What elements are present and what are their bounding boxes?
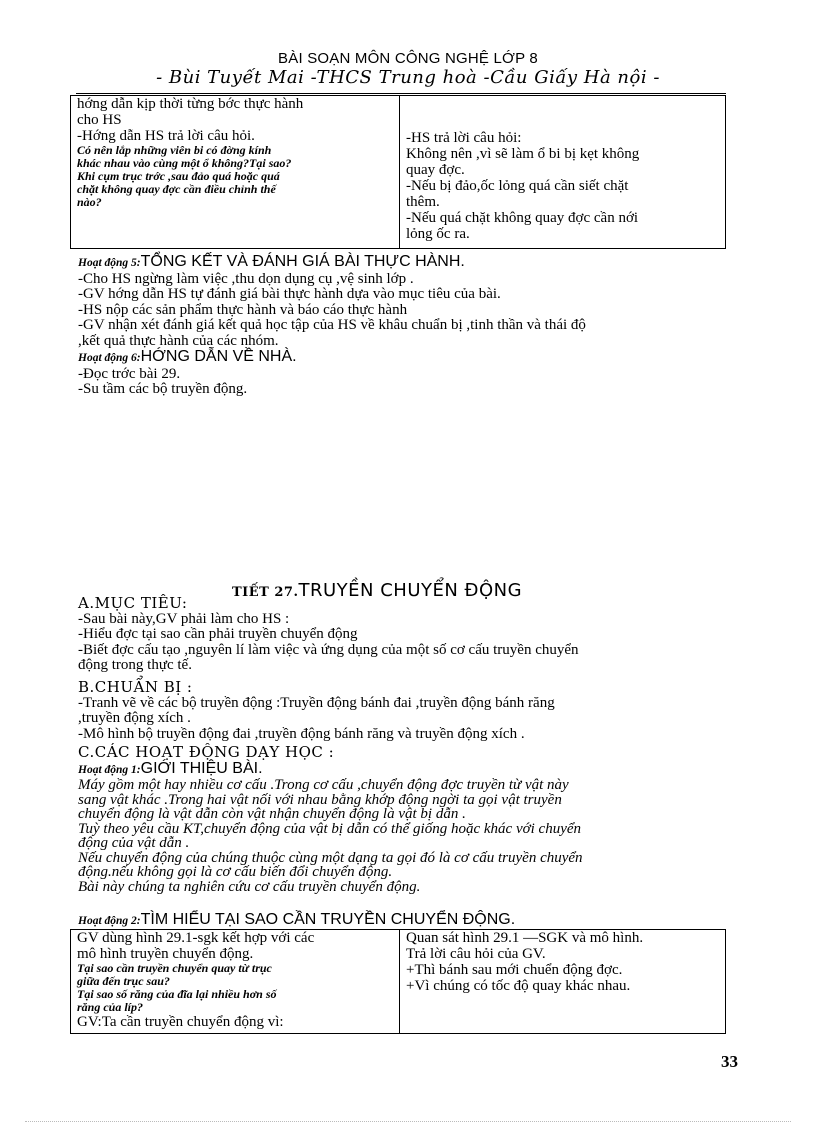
section-b-heading: B.CHUẨN BỊ : <box>78 678 193 696</box>
activity-table-2 <box>70 929 726 1034</box>
activity-2-label: Hoạt động 2: <box>78 915 141 927</box>
activity-2-heading <box>78 912 728 930</box>
section-b-line: -Tranh vẽ về các bộ truyền động :Truyền động bánh đai ,truyền động bánh răng <box>78 694 555 711</box>
table2-left-question: Tại sao cần truyền chuyển quay từ trục <box>77 961 272 975</box>
table1-left-line: hớng dẫn kịp thời từng bớc thực hành <box>77 96 304 112</box>
section-a-line: động trong thực tế. <box>78 657 192 673</box>
activity-5-line: -Cho HS ngừng làm việc ,thu dọn dụng cụ ,vệ sinh lớp . <box>78 270 414 287</box>
activity-1-heading <box>78 761 728 779</box>
activity-6-line: -Su tầm các bộ truyền động. <box>78 381 248 397</box>
table1-right-cell <box>400 96 726 249</box>
activity-1-line: sang vật khác .Trong hai vật nối với nhau bằng khớp động ngời ta gọi vật truyền <box>78 791 562 808</box>
table1-right-line: thêm. <box>406 194 440 210</box>
table1-right-line: quay đợc. <box>406 162 465 178</box>
activity-1-line: động của vật dẫn . <box>78 835 190 851</box>
activity-5-line: ,kết quả thực hành của các nhóm. <box>78 332 279 349</box>
activity-1-line: Nếu chuyển động của chúng thuộc cùng một dạng ta gọi đó là cơ cấu truyền chuyển <box>78 849 583 866</box>
activity-5-section <box>78 254 728 398</box>
section-a-line: -Hiểu đợc tại sao cần phải truyền chuyển động <box>78 626 358 642</box>
table2-right-line: +Thì bánh sau mới chuển động đợc. <box>406 962 623 978</box>
table2-left-question: Tại sao số răng của đĩa lại nhiều hơn số <box>77 987 277 1001</box>
activity-1-body <box>78 778 728 894</box>
table1-left-question: khác nhau vào cùng một ổ không?Tại sao? <box>77 156 292 170</box>
header-rule <box>76 93 726 94</box>
table1-left-line: cho HS <box>77 112 122 128</box>
activity-5-title: TỔNG KẾT VÀ ĐÁNH GIÁ BÀI THỰC HÀNH. <box>140 253 465 270</box>
table1-right-line: -Nếu quá chặt không quay đợc cần nới <box>406 210 639 226</box>
table2-left-question: răng của líp? <box>77 1000 144 1014</box>
activity-2-title: TÌM HIỂU TẠI SAO CẦN TRUYỀN CHUYỂN ĐỘNG. <box>140 911 516 928</box>
section-a-heading: A.MỤC TIÊU: <box>78 594 188 612</box>
table1-left-line: -Hớng dẫn HS trả lời câu hỏi. <box>77 128 255 144</box>
table2-left-cell <box>71 930 400 1034</box>
table1-left-question: chặt không quay đợc cần điều chỉnh thế <box>77 182 276 196</box>
table1-right-line: -Nếu bị đảo,ốc lỏng quá cần siết chặt <box>406 178 629 194</box>
section-b-line: ,truyền động xích . <box>78 710 191 726</box>
lesson-number: TIẾT 27. <box>232 585 299 600</box>
section-a-line: -Biết đợc cấu tạo ,nguyên lí làm việc và ứng dụng của một số cơ cấu truyền chuyển <box>78 641 579 658</box>
table2-left-question: giữa đến trục sau? <box>77 974 170 988</box>
activity-6-heading <box>78 349 728 367</box>
activity-1-line: Máy gồm một hay nhiều cơ cấu .Trong cơ cấu ,chuyển động đợc truyền từ vật này <box>78 777 569 793</box>
table2-right-cell <box>400 930 726 1034</box>
section-c-heading: C.CÁC HOẠT ĐỘNG DẠY HỌC : <box>78 743 335 761</box>
document-header-title: BÀI SOẠN MÔN CÔNG NGHỆ LỚP 8 <box>278 50 538 67</box>
table1-left-question: Có nên lắp những viên bi có đờng kính <box>77 143 272 157</box>
activity-1-line: Bài này chúng ta nghiên cứu cơ cấu truyền chuyển động. <box>78 878 421 895</box>
footer-dotted-rule <box>25 1121 791 1122</box>
lesson-name: TRUYỀN CHUYỂN ĐỘNG <box>298 580 523 601</box>
activity-1-line: Tuỳ theo yêu cầu KT,chuyển động của vật bị dẫn có thể giống hoặc khác với chuyển <box>78 820 582 837</box>
table1-right-line: lỏng ốc ra. <box>406 226 470 242</box>
section-a-line: -Sau bài này,GV phải làm cho HS : <box>78 610 290 627</box>
table2-left-line: mô hình truyền chuyển động. <box>77 946 254 962</box>
activity-6-title: HỚNG DẪN VỀ NHÀ. <box>140 348 297 365</box>
table2-left-line: GV:Ta cần truyền chuyển động vì: <box>77 1014 284 1030</box>
document-header-author: - Bùi Tuyết Mai -THCS Trung hoà -Cầu Giấy Hà nội - <box>156 67 660 88</box>
table2-left-line: GV dùng hình 29.1-sgk kết hợp với các <box>77 930 315 946</box>
activity-5-line: -HS nộp các sản phẩm thực hành và báo cáo thực hành <box>78 301 408 318</box>
table2-right-line: +Vì chúng có tốc độ quay khác nhau. <box>406 978 631 994</box>
table1-left-question: nào? <box>77 195 102 209</box>
table1-right-line: Không nên ,vì sẽ làm ổ bi bị kẹt không <box>406 146 640 162</box>
table2-right-line: Trả lời câu hỏi của GV. <box>406 946 546 962</box>
section-b-line: -Mô hình bộ truyền động đai ,truyền động bánh răng và truyền động xích . <box>78 725 525 742</box>
activity-5-line: -GV nhận xét đánh giá kết quả học tập của HS về khâu chuẩn bị ,tinh thần và thái độ <box>78 317 586 333</box>
section-a <box>78 596 728 674</box>
table1-left-question: Khi cụm trục trớc ,sau đảo quá hoặc quá <box>77 169 280 183</box>
activity-6-label: Hoạt động 6: <box>78 352 141 364</box>
activity-5-line: -GV hớng dẫn HS tự đánh giá bài thực hành dựa vào mục tiêu của bài. <box>78 286 501 302</box>
activity-1-line: động.nếu không gọi là cơ cấu biến đổi chuyển động. <box>78 864 393 880</box>
section-c <box>78 745 728 778</box>
activity-table-1 <box>70 95 726 249</box>
section-b <box>78 680 728 742</box>
page-number: 33 <box>721 1052 738 1071</box>
activity-6-line: -Đọc trớc bài 29. <box>78 365 181 382</box>
table2-right-line: Quan sát hình 29.1 —SGK và mô hình. <box>406 930 644 946</box>
activity-5-label: Hoạt động 5: <box>78 257 141 269</box>
activity-5-heading <box>78 254 728 272</box>
activity-1-title: GIỚI THIỆU BÀI. <box>140 759 263 777</box>
activity-1-line: chuyển động là vật dẫn còn vật nhận chuyển động là vật bị dẫn . <box>78 806 466 822</box>
activity-1-label: Hoạt động 1: <box>78 763 141 776</box>
table1-left-cell <box>71 96 400 249</box>
table1-right-line: -HS trả lời câu hỏi: <box>406 130 522 146</box>
